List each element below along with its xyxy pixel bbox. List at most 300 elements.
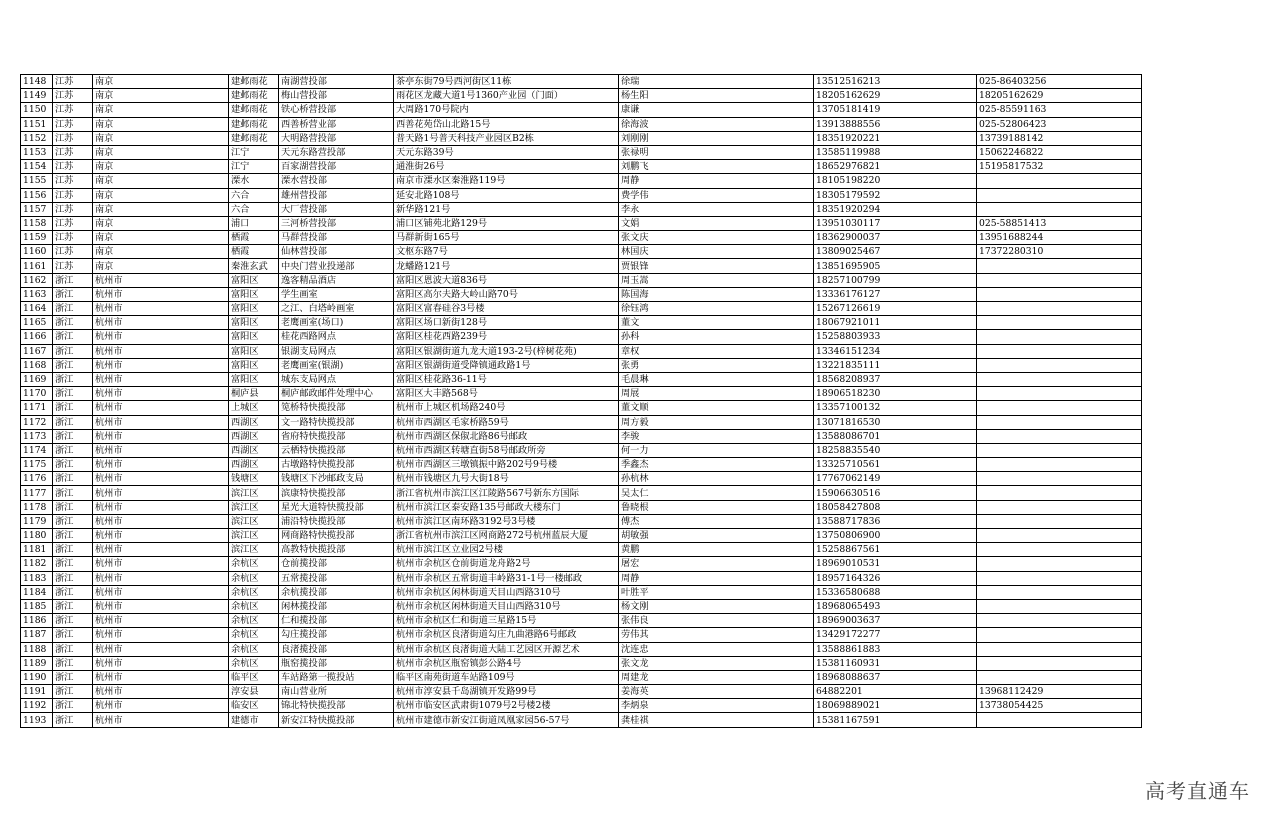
- cell-address: 杭州市淳安县千岛湖镇开发路99号: [394, 685, 619, 699]
- cell-address: 浦口区铺苑北路129号: [394, 216, 619, 230]
- cell-row-number: 1185: [21, 599, 53, 613]
- cell-branch-name: 仙林营投部: [279, 245, 394, 259]
- cell-city: 杭州市: [93, 429, 229, 443]
- cell-row-number: 1149: [21, 89, 53, 103]
- cell-province: 浙江: [53, 614, 93, 628]
- cell-address: 龙蟠路121号: [394, 259, 619, 273]
- cell-mobile-phone: 18205162629: [814, 89, 977, 103]
- table-row: [21, 231, 1142, 245]
- cell-row-number: 1187: [21, 628, 53, 642]
- table-row: [21, 670, 1142, 684]
- cell-city: 杭州市: [93, 415, 229, 429]
- cell-province: 江苏: [53, 103, 93, 117]
- cell-address: 天元东路39号: [394, 145, 619, 159]
- cell-branch-name: 之江、白塔岭画室: [279, 302, 394, 316]
- table-row: [21, 401, 1142, 415]
- cell-city: 杭州市: [93, 713, 229, 727]
- cell-province: 江苏: [53, 231, 93, 245]
- cell-mobile-phone: 18968065493: [814, 599, 977, 613]
- cell-address: 富阳区恩波大道836号: [394, 273, 619, 287]
- cell-alt-phone: [977, 429, 1142, 443]
- cell-province: 江苏: [53, 131, 93, 145]
- table-row: [21, 429, 1142, 443]
- cell-contact-name: 季鑫杰: [619, 458, 814, 472]
- contact-table: [20, 74, 1142, 728]
- cell-row-number: 1153: [21, 145, 53, 159]
- cell-address: 富阳区高尔夫路大岭山路70号: [394, 287, 619, 301]
- cell-mobile-phone: 18968088637: [814, 670, 977, 684]
- table-row: [21, 302, 1142, 316]
- table-row: [21, 443, 1142, 457]
- cell-alt-phone: 15195817532: [977, 160, 1142, 174]
- cell-district: 富阳区: [229, 344, 279, 358]
- cell-mobile-phone: 15258803933: [814, 330, 977, 344]
- cell-alt-phone: [977, 599, 1142, 613]
- table-row: [21, 458, 1142, 472]
- cell-contact-name: 吴太仁: [619, 486, 814, 500]
- cell-city: 杭州市: [93, 543, 229, 557]
- cell-branch-name: 勾庄揽投部: [279, 628, 394, 642]
- table-row: [21, 344, 1142, 358]
- cell-row-number: 1157: [21, 202, 53, 216]
- cell-address: 杭州市西湖区转塘直街58号邮政所旁: [394, 443, 619, 457]
- cell-branch-name: 城东支局网点: [279, 372, 394, 386]
- cell-row-number: 1188: [21, 642, 53, 656]
- cell-province: 江苏: [53, 216, 93, 230]
- cell-district: 余杭区: [229, 656, 279, 670]
- cell-district: 建邺雨花: [229, 75, 279, 89]
- cell-row-number: 1150: [21, 103, 53, 117]
- table-row: [21, 699, 1142, 713]
- cell-district: 余杭区: [229, 571, 279, 585]
- cell-province: 江苏: [53, 174, 93, 188]
- cell-contact-name: 孙杭林: [619, 472, 814, 486]
- cell-mobile-phone: 18257100799: [814, 273, 977, 287]
- cell-province: 浙江: [53, 514, 93, 528]
- cell-province: 浙江: [53, 429, 93, 443]
- cell-province: 浙江: [53, 628, 93, 642]
- cell-city: 杭州市: [93, 458, 229, 472]
- cell-province: 浙江: [53, 713, 93, 727]
- cell-row-number: 1179: [21, 514, 53, 528]
- cell-alt-phone: [977, 188, 1142, 202]
- cell-contact-name: 费学伟: [619, 188, 814, 202]
- cell-mobile-phone: 18969003637: [814, 614, 977, 628]
- cell-city: 杭州市: [93, 330, 229, 344]
- table-row: [21, 642, 1142, 656]
- cell-branch-name: 云栖特快揽投部: [279, 443, 394, 457]
- cell-mobile-phone: 15906630516: [814, 486, 977, 500]
- cell-district: 富阳区: [229, 358, 279, 372]
- cell-branch-name: 网商路特快揽投部: [279, 529, 394, 543]
- cell-row-number: 1169: [21, 372, 53, 386]
- cell-province: 浙江: [53, 571, 93, 585]
- cell-row-number: 1172: [21, 415, 53, 429]
- cell-mobile-phone: 13705181419: [814, 103, 977, 117]
- watermark-text: 高考直通车: [1145, 779, 1250, 803]
- cell-address: 杭州市滨江区立业园2号楼: [394, 543, 619, 557]
- cell-district: 六合: [229, 202, 279, 216]
- table-row: [21, 543, 1142, 557]
- cell-district: 余杭区: [229, 614, 279, 628]
- cell-row-number: 1167: [21, 344, 53, 358]
- cell-contact-name: 周展: [619, 387, 814, 401]
- cell-district: 余杭区: [229, 599, 279, 613]
- cell-city: 杭州市: [93, 699, 229, 713]
- cell-address: 新华路121号: [394, 202, 619, 216]
- cell-mobile-phone: 13588717836: [814, 514, 977, 528]
- cell-alt-phone: [977, 543, 1142, 557]
- cell-branch-name: 五常揽投部: [279, 571, 394, 585]
- cell-province: 浙江: [53, 443, 93, 457]
- cell-address: 富阳区银湖街道九龙大道193-2号(梓树花苑): [394, 344, 619, 358]
- cell-alt-phone: [977, 358, 1142, 372]
- cell-branch-name: 古墩路特快揽投部: [279, 458, 394, 472]
- cell-row-number: 1176: [21, 472, 53, 486]
- cell-alt-phone: [977, 642, 1142, 656]
- cell-mobile-phone: 13357100132: [814, 401, 977, 415]
- cell-branch-name: 天元东路营投部: [279, 145, 394, 159]
- cell-mobile-phone: 13325710561: [814, 458, 977, 472]
- table-row: [21, 316, 1142, 330]
- cell-contact-name: 刘鹏飞: [619, 160, 814, 174]
- cell-district: 滨江区: [229, 500, 279, 514]
- cell-row-number: 1161: [21, 259, 53, 273]
- cell-city: 杭州市: [93, 486, 229, 500]
- cell-contact-name: 张伟良: [619, 614, 814, 628]
- cell-mobile-phone: 13913888556: [814, 117, 977, 131]
- cell-district: 江宁: [229, 145, 279, 159]
- table-row: [21, 372, 1142, 386]
- cell-branch-name: 笕桥特快揽投部: [279, 401, 394, 415]
- cell-province: 浙江: [53, 585, 93, 599]
- cell-branch-name: 银湖支局网点: [279, 344, 394, 358]
- cell-branch-name: 高教特快揽投部: [279, 543, 394, 557]
- cell-row-number: 1162: [21, 273, 53, 287]
- cell-row-number: 1168: [21, 358, 53, 372]
- cell-district: 西湖区: [229, 458, 279, 472]
- cell-contact-name: 章权: [619, 344, 814, 358]
- cell-contact-name: 李永: [619, 202, 814, 216]
- cell-branch-name: 余杭揽投部: [279, 585, 394, 599]
- cell-district: 滨江区: [229, 486, 279, 500]
- cell-mobile-phone: 18058427808: [814, 500, 977, 514]
- cell-branch-name: 梅山营投部: [279, 89, 394, 103]
- cell-alt-phone: [977, 486, 1142, 500]
- cell-alt-phone: [977, 415, 1142, 429]
- cell-address: 南京市溧水区秦淮路119号: [394, 174, 619, 188]
- cell-branch-name: 逸客精品酒店: [279, 273, 394, 287]
- cell-contact-name: 陈国海: [619, 287, 814, 301]
- cell-city: 杭州市: [93, 372, 229, 386]
- cell-row-number: 1170: [21, 387, 53, 401]
- cell-alt-phone: [977, 500, 1142, 514]
- cell-province: 浙江: [53, 358, 93, 372]
- cell-mobile-phone: 18305179592: [814, 188, 977, 202]
- cell-address: 文枢东路7号: [394, 245, 619, 259]
- cell-district: 建邺雨花: [229, 131, 279, 145]
- table-row: [21, 472, 1142, 486]
- cell-city: 杭州市: [93, 401, 229, 415]
- cell-district: 滨江区: [229, 514, 279, 528]
- cell-province: 江苏: [53, 202, 93, 216]
- cell-alt-phone: [977, 529, 1142, 543]
- cell-address: 杭州市建德市新安江街道凤凰家园56-57号: [394, 713, 619, 727]
- cell-alt-phone: [977, 344, 1142, 358]
- cell-branch-name: 仓前揽投部: [279, 557, 394, 571]
- table-row: [21, 387, 1142, 401]
- cell-contact-name: 文娟: [619, 216, 814, 230]
- cell-branch-name: 闲林揽投部: [279, 599, 394, 613]
- cell-address: 临平区南苑街道车站路109号: [394, 670, 619, 684]
- cell-city: 杭州市: [93, 443, 229, 457]
- cell-district: 建邺雨花: [229, 103, 279, 117]
- cell-address: 富阳区大丰路568号: [394, 387, 619, 401]
- cell-mobile-phone: 13585119988: [814, 145, 977, 159]
- cell-mobile-phone: 18351920221: [814, 131, 977, 145]
- cell-alt-phone: [977, 273, 1142, 287]
- cell-address: 杭州市余杭区良渚街道大陆工艺园区开源艺术: [394, 642, 619, 656]
- cell-address: 杭州市余杭区瓶窑镇彭公路4号: [394, 656, 619, 670]
- cell-address: 杭州市余杭区良渚街道勾庄九曲港路6号邮政: [394, 628, 619, 642]
- cell-branch-name: 马群营投部: [279, 231, 394, 245]
- cell-alt-phone: [977, 316, 1142, 330]
- cell-district: 栖霞: [229, 231, 279, 245]
- cell-branch-name: 大明路营投部: [279, 131, 394, 145]
- cell-district: 西湖区: [229, 443, 279, 457]
- cell-contact-name: 傅杰: [619, 514, 814, 528]
- table-row: [21, 330, 1142, 344]
- cell-alt-phone: [977, 656, 1142, 670]
- table-row: [21, 117, 1142, 131]
- cell-row-number: 1186: [21, 614, 53, 628]
- cell-alt-phone: [977, 401, 1142, 415]
- cell-mobile-phone: 13750806900: [814, 529, 977, 543]
- cell-address: 雨花区龙藏大道1号1360产业园（门面）: [394, 89, 619, 103]
- cell-branch-name: 老鹰画室(银湖): [279, 358, 394, 372]
- cell-city: 南京: [93, 89, 229, 103]
- cell-city: 南京: [93, 75, 229, 89]
- cell-branch-name: 车站路第一揽投站: [279, 670, 394, 684]
- cell-mobile-phone: 15258867561: [814, 543, 977, 557]
- cell-district: 建德市: [229, 713, 279, 727]
- cell-city: 杭州市: [93, 529, 229, 543]
- cell-contact-name: 劳伟其: [619, 628, 814, 642]
- cell-alt-phone: [977, 557, 1142, 571]
- cell-city: 杭州市: [93, 500, 229, 514]
- cell-city: 南京: [93, 216, 229, 230]
- cell-row-number: 1171: [21, 401, 53, 415]
- table-row: [21, 216, 1142, 230]
- cell-mobile-phone: 15336580688: [814, 585, 977, 599]
- cell-contact-name: 徐瑞: [619, 75, 814, 89]
- cell-row-number: 1163: [21, 287, 53, 301]
- cell-branch-name: 文一路特快揽投部: [279, 415, 394, 429]
- cell-alt-phone: [977, 372, 1142, 386]
- cell-alt-phone: 18205162629: [977, 89, 1142, 103]
- cell-contact-name: 张文龙: [619, 656, 814, 670]
- cell-alt-phone: [977, 287, 1142, 301]
- cell-district: 栖霞: [229, 245, 279, 259]
- cell-district: 临安区: [229, 699, 279, 713]
- cell-row-number: 1166: [21, 330, 53, 344]
- cell-contact-name: 周玉嵩: [619, 273, 814, 287]
- cell-district: 西湖区: [229, 429, 279, 443]
- cell-address: 杭州市西湖区保俶北路86号邮政: [394, 429, 619, 443]
- cell-mobile-phone: 18957164326: [814, 571, 977, 585]
- cell-city: 杭州市: [93, 557, 229, 571]
- cell-city: 南京: [93, 117, 229, 131]
- cell-row-number: 1192: [21, 699, 53, 713]
- table-row: [21, 358, 1142, 372]
- cell-city: 南京: [93, 202, 229, 216]
- cell-province: 浙江: [53, 387, 93, 401]
- table-row: [21, 486, 1142, 500]
- cell-contact-name: 杨生阳: [619, 89, 814, 103]
- cell-alt-phone: [977, 614, 1142, 628]
- cell-province: 江苏: [53, 188, 93, 202]
- cell-alt-phone: [977, 259, 1142, 273]
- table-row: [21, 514, 1142, 528]
- cell-province: 浙江: [53, 670, 93, 684]
- cell-branch-name: 中央门营业投递部: [279, 259, 394, 273]
- cell-row-number: 1154: [21, 160, 53, 174]
- cell-row-number: 1159: [21, 231, 53, 245]
- cell-contact-name: 叶胜平: [619, 585, 814, 599]
- cell-row-number: 1181: [21, 543, 53, 557]
- table-row: [21, 287, 1142, 301]
- cell-contact-name: 李骏: [619, 429, 814, 443]
- cell-alt-phone: [977, 202, 1142, 216]
- table-row: [21, 75, 1142, 89]
- cell-branch-name: 滨康特快揽投部: [279, 486, 394, 500]
- table-row: [21, 500, 1142, 514]
- cell-contact-name: 董文: [619, 316, 814, 330]
- cell-branch-name: 大厂营投部: [279, 202, 394, 216]
- cell-address: 富阳区富春硅谷3号楼: [394, 302, 619, 316]
- cell-province: 江苏: [53, 245, 93, 259]
- cell-branch-name: 西善桥营业部: [279, 117, 394, 131]
- cell-branch-name: 南湖营投部: [279, 75, 394, 89]
- cell-city: 南京: [93, 145, 229, 159]
- table-row: [21, 571, 1142, 585]
- cell-branch-name: 星光大道特快揽投部: [279, 500, 394, 514]
- cell-row-number: 1175: [21, 458, 53, 472]
- cell-mobile-phone: 18067921011: [814, 316, 977, 330]
- cell-district: 溧水: [229, 174, 279, 188]
- cell-alt-phone: [977, 458, 1142, 472]
- cell-branch-name: 省府特快揽投部: [279, 429, 394, 443]
- cell-city: 杭州市: [93, 472, 229, 486]
- cell-contact-name: 林国庆: [619, 245, 814, 259]
- cell-city: 杭州市: [93, 656, 229, 670]
- cell-address: 富阳区桂花西路239号: [394, 330, 619, 344]
- cell-contact-name: 何一力: [619, 443, 814, 457]
- cell-contact-name: 沈连忠: [619, 642, 814, 656]
- cell-contact-name: 黄鹏: [619, 543, 814, 557]
- cell-city: 南京: [93, 103, 229, 117]
- cell-contact-name: 周建龙: [619, 670, 814, 684]
- cell-branch-name: 三河桥营投部: [279, 216, 394, 230]
- cell-contact-name: 张禄明: [619, 145, 814, 159]
- cell-city: 南京: [93, 131, 229, 145]
- cell-mobile-phone: 13336176127: [814, 287, 977, 301]
- cell-row-number: 1190: [21, 670, 53, 684]
- cell-mobile-phone: 18069889021: [814, 699, 977, 713]
- cell-row-number: 1183: [21, 571, 53, 585]
- table-row: [21, 103, 1142, 117]
- table-row: [21, 628, 1142, 642]
- cell-contact-name: 杨文刚: [619, 599, 814, 613]
- cell-alt-phone: 13968112429: [977, 685, 1142, 699]
- cell-row-number: 1193: [21, 713, 53, 727]
- table-row: [21, 145, 1142, 159]
- cell-branch-name: 溧水营投部: [279, 174, 394, 188]
- cell-address: 杭州市余杭区闲林街道天目山西路310号: [394, 599, 619, 613]
- cell-district: 滨江区: [229, 543, 279, 557]
- cell-city: 杭州市: [93, 628, 229, 642]
- cell-contact-name: 孙科: [619, 330, 814, 344]
- cell-city: 杭州市: [93, 571, 229, 585]
- cell-alt-phone: [977, 571, 1142, 585]
- cell-row-number: 1191: [21, 685, 53, 699]
- cell-address: 杭州市上城区机场路240号: [394, 401, 619, 415]
- cell-province: 浙江: [53, 330, 93, 344]
- cell-alt-phone: 15062246822: [977, 145, 1142, 159]
- cell-branch-name: 浦沿特快揽投部: [279, 514, 394, 528]
- cell-mobile-phone: 13221835111: [814, 358, 977, 372]
- cell-contact-name: 胡敏强: [619, 529, 814, 543]
- cell-alt-phone: [977, 443, 1142, 457]
- cell-address: 普天路1号普天科技产业园区B2栋: [394, 131, 619, 145]
- table-row: [21, 273, 1142, 287]
- cell-province: 浙江: [53, 685, 93, 699]
- cell-alt-phone: [977, 628, 1142, 642]
- cell-district: 浦口: [229, 216, 279, 230]
- cell-row-number: 1155: [21, 174, 53, 188]
- cell-mobile-phone: 13588086701: [814, 429, 977, 443]
- cell-contact-name: 周静: [619, 174, 814, 188]
- cell-alt-phone: [977, 302, 1142, 316]
- cell-province: 浙江: [53, 642, 93, 656]
- cell-alt-phone: 025-58851413: [977, 216, 1142, 230]
- cell-row-number: 1180: [21, 529, 53, 543]
- cell-address: 通淮街26号: [394, 160, 619, 174]
- cell-district: 江宁: [229, 160, 279, 174]
- cell-district: 滨江区: [229, 529, 279, 543]
- cell-contact-name: 周静: [619, 571, 814, 585]
- cell-district: 建邺雨花: [229, 117, 279, 131]
- cell-address: 杭州市临安区武肃街1079号2号楼2楼: [394, 699, 619, 713]
- cell-province: 浙江: [53, 472, 93, 486]
- cell-district: 余杭区: [229, 585, 279, 599]
- table-row: [21, 259, 1142, 273]
- cell-alt-phone: 025-86403256: [977, 75, 1142, 89]
- cell-mobile-phone: 15267126619: [814, 302, 977, 316]
- table-row: [21, 713, 1142, 727]
- table-row: [21, 656, 1142, 670]
- cell-province: 浙江: [53, 458, 93, 472]
- cell-province: 浙江: [53, 415, 93, 429]
- cell-district: 临平区: [229, 670, 279, 684]
- cell-city: 南京: [93, 245, 229, 259]
- cell-branch-name: 铁心桥营投部: [279, 103, 394, 117]
- cell-province: 浙江: [53, 529, 93, 543]
- cell-row-number: 1164: [21, 302, 53, 316]
- cell-address: 浙江省杭州市滨江区江陵路567号新东方国际: [394, 486, 619, 500]
- cell-address: 马群新街165号: [394, 231, 619, 245]
- cell-province: 浙江: [53, 599, 93, 613]
